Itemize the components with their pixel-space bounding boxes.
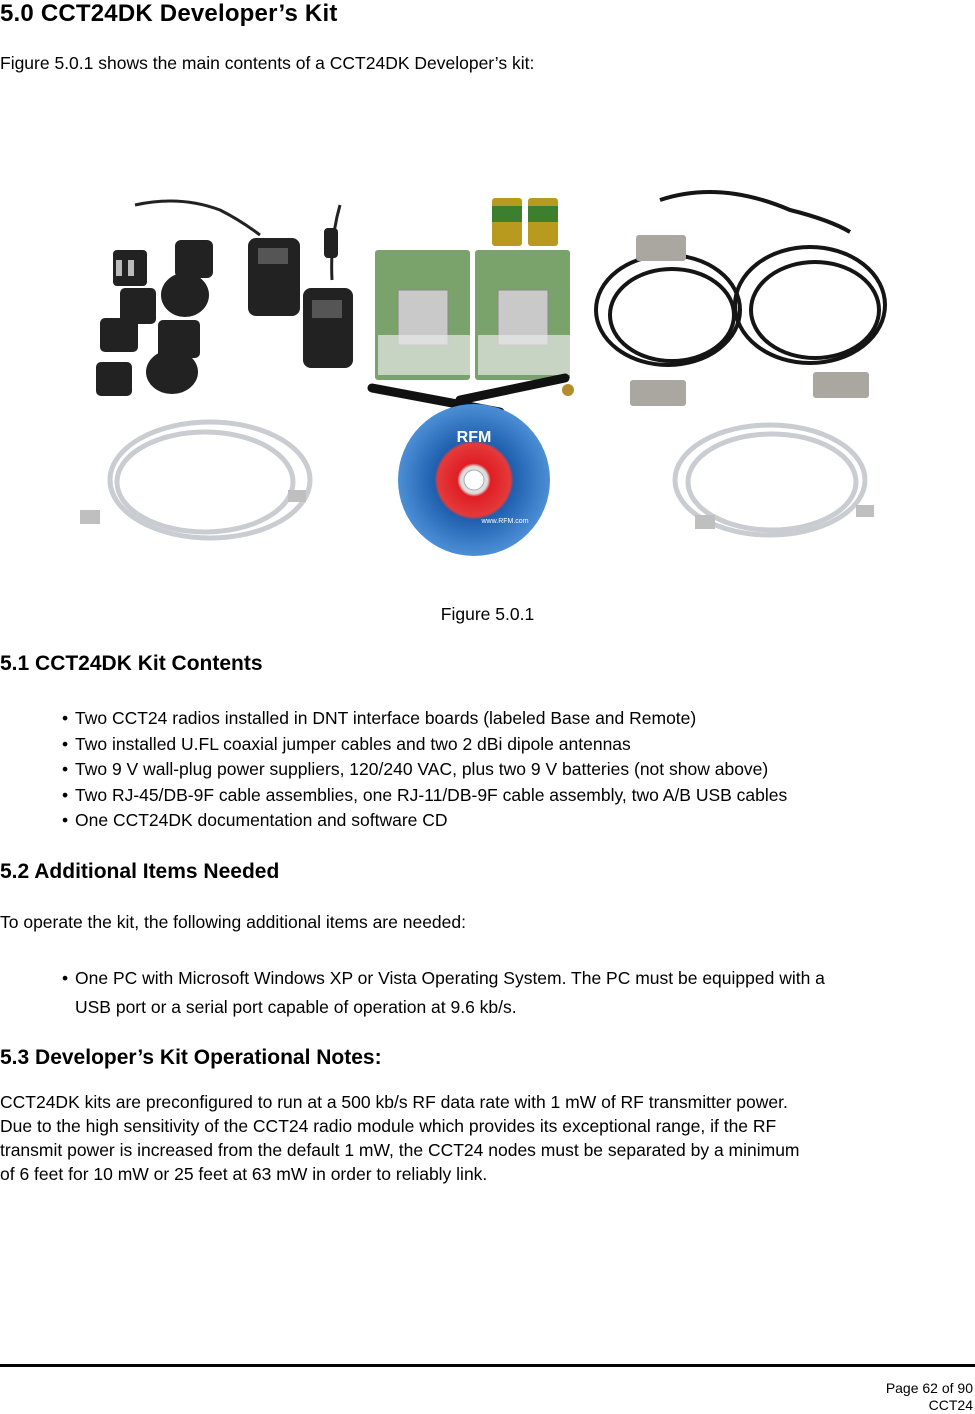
list-item: • Two CCT24 radios installed in DNT interface boards (labeled Base and Remote) xyxy=(62,706,975,732)
text-line: transmit power is increased from the default 1 mW, the CCT24 nodes must be separated by a minimum xyxy=(0,1140,800,1160)
kit-photo xyxy=(0,110,975,570)
text-line: CCT24DK kits are preconfigured to run at a 500 kb/s RF data rate with 1 mW of RF transmitter power. xyxy=(0,1092,788,1112)
bullet: • xyxy=(62,708,69,728)
list-item: • Two installed U.FL coaxial jumper cables and two 2 dBi dipole antennas xyxy=(62,732,975,758)
kit-contents-list xyxy=(62,706,975,834)
doc-name: CCT24 xyxy=(928,1397,973,1413)
bullet: • xyxy=(62,759,69,779)
bullet: • xyxy=(62,733,69,754)
cd-label: RFM xyxy=(456,429,492,446)
section-3-heading: 5.3 Developer’s Kit Operational Notes: xyxy=(0,1046,382,1069)
section-2-intro: To operate the kit, the following additional items are needed: xyxy=(0,912,466,932)
section-3-body xyxy=(0,1090,975,1186)
text-line: of 6 feet for 10 mW or 25 feet at 63 mW in order to reliably link. xyxy=(0,1164,488,1184)
page-heading: 5.0 CCT24DK Developer’s Kit xyxy=(0,0,338,27)
intro-paragraph: Figure 5.0.1 shows the main contents of a CCT24DK Developer’s kit: xyxy=(0,53,535,73)
list-item: • One CCT24DK documentation and software CD xyxy=(62,808,975,834)
list-item: • Two 9 V wall-plug power suppliers, 120/240 VAC, plus two 9 V batteries (not show above) xyxy=(62,757,975,783)
additional-items-list xyxy=(62,964,975,1022)
list-item: • One PC with Microsoft Windows XP or Vista Operating System. The PC must be equipped with a USB port or a serial port capable of operation at 9.6 kb/s. xyxy=(62,964,975,1022)
bullet: • xyxy=(62,968,69,988)
text-line: Due to the high sensitivity of the CCT24 radio module which provides its exceptional range, if the RF xyxy=(0,1116,777,1136)
bullet: • xyxy=(62,810,69,830)
bullet: • xyxy=(62,784,69,805)
section-2-heading: 5.2 Additional Items Needed xyxy=(0,860,280,883)
figure-caption: Figure 5.0.1 xyxy=(440,604,535,624)
kit-photo-illustration xyxy=(0,110,975,570)
cd-url: www.RFM.com xyxy=(481,518,529,525)
footer-rule xyxy=(0,1364,975,1367)
software-cd xyxy=(398,404,550,556)
page-number: Page 62 of 90 xyxy=(885,1380,973,1396)
section-1-heading: 5.1 CCT24DK Kit Contents xyxy=(0,652,263,675)
list-item: • Two RJ-45/DB-9F cable assemblies, one RJ-11/DB-9F cable assembly, two A/B USB cables xyxy=(62,783,975,809)
